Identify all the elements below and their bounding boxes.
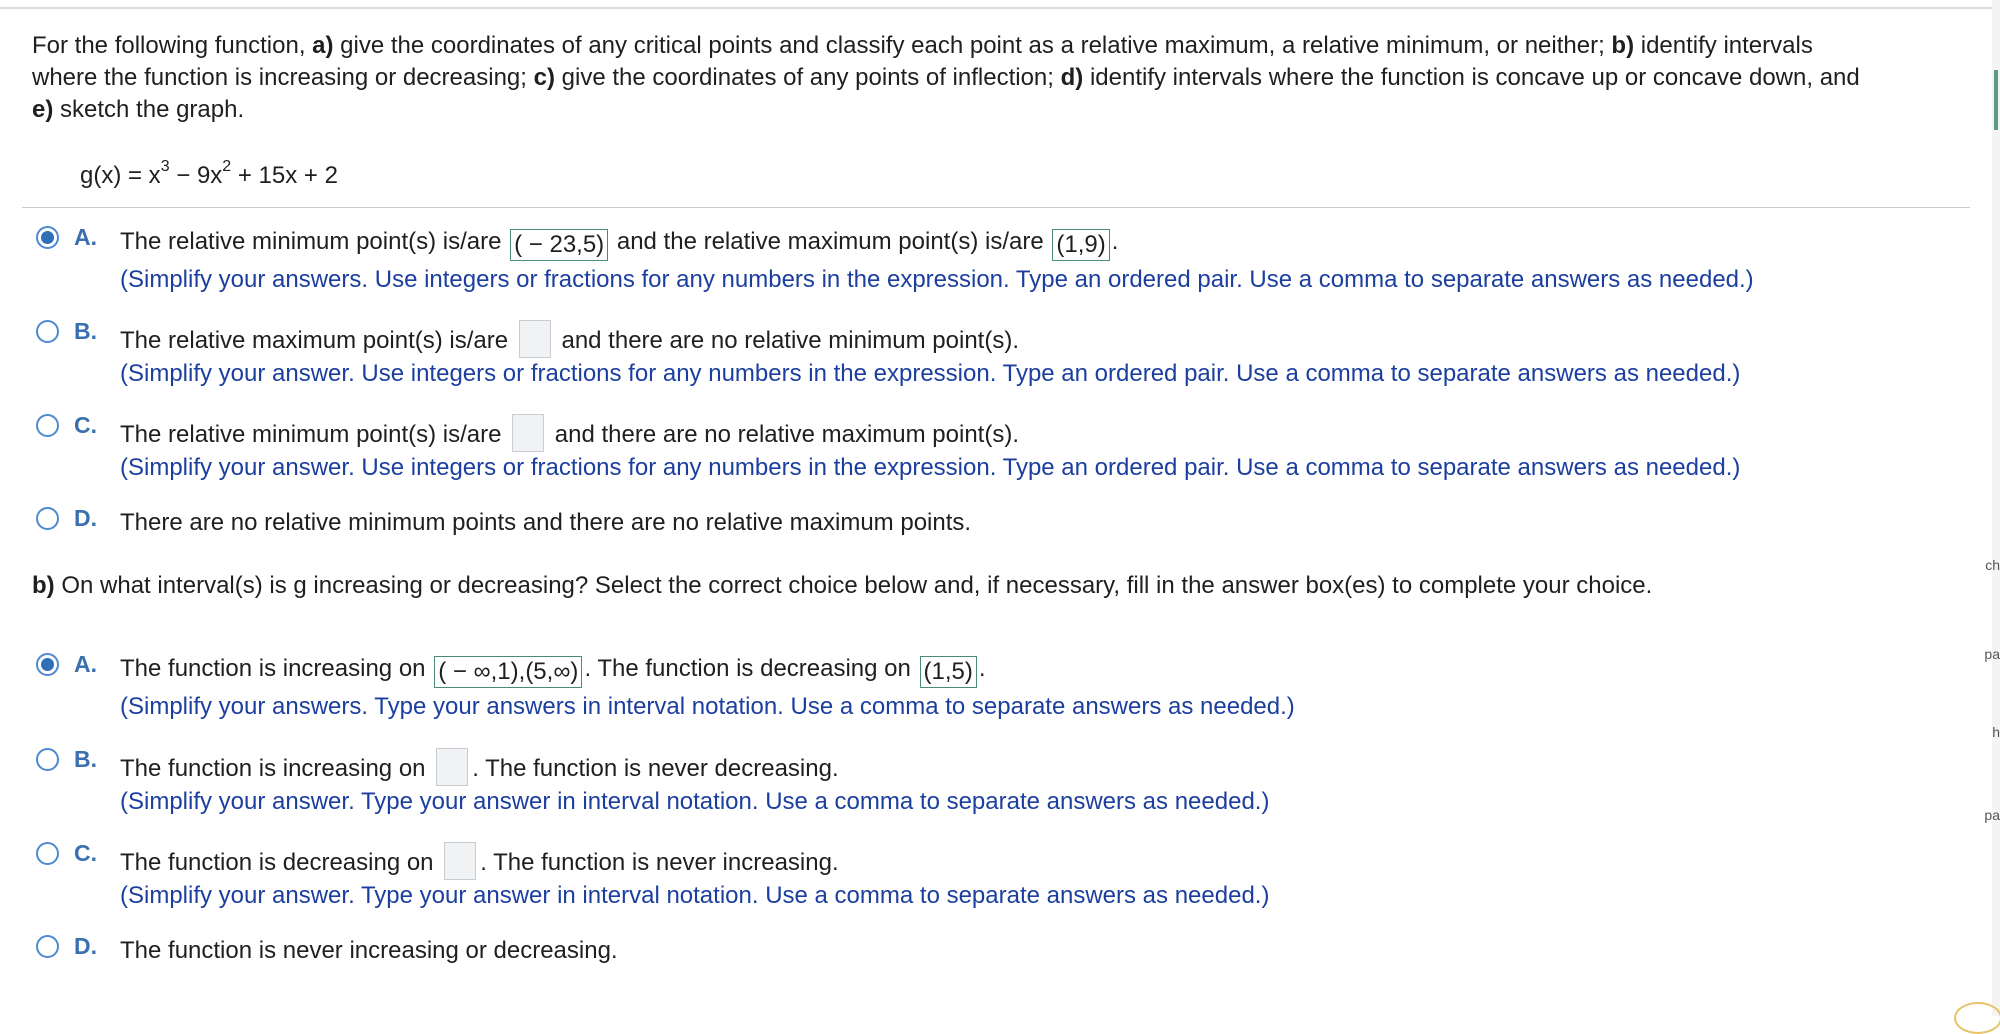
choice-hint: (Simplify your answer. Use integers or fractions for any numbers in the expression. Type an ordered pair. Use a comma to separate answers as needed.) xyxy=(120,454,1741,481)
part-b-question: b) On what interval(s) is g increasing or decreasing? Select the correct choice below and, if necessary, fill in the answer box(es) to complete your choice. xyxy=(32,572,1653,599)
radio-button[interactable] xyxy=(36,507,59,530)
choice-text: There are no relative minimum points and there are no relative maximum points. xyxy=(120,509,972,536)
answer-box[interactable]: (1,9) xyxy=(1052,229,1109,261)
radio-button[interactable] xyxy=(36,748,59,771)
part-a-choice-d[interactable]: D. There are no relative minimum points and there are no relative maximum points. xyxy=(36,507,1956,543)
empty-answer-box[interactable] xyxy=(519,320,551,358)
part-b-choice-a[interactable]: A. The function is increasing on ( − ∞,1),(5,∞) . The function is decreasing on (1,5) . (Simplify your answers. Type your answers in interval notation. Use a comma to separate answers as needed.) xyxy=(36,653,1956,723)
edge-fragment-1: ch xyxy=(1985,557,2000,573)
choice-text: The relative minimum point(s) is/are and there are no relative maximum point(s). xyxy=(120,414,1019,452)
radio-button-selected[interactable] xyxy=(36,226,59,249)
edge-fragment-2: pa xyxy=(1984,646,2000,662)
choice-hint: (Simplify your answer. Type your answer in interval notation. Use a comma to separate answers as needed.) xyxy=(120,788,1270,815)
empty-answer-box[interactable] xyxy=(436,748,468,786)
answer-box[interactable]: ( − 23,5) xyxy=(510,229,608,261)
part-a-choice-c[interactable]: C. The relative minimum point(s) is/are and there are no relative maximum point(s). (Simplify your answer. Use integers or fractions for any numbers in the expression. Type an ordered pair. Use a comma to separate answers as needed.) xyxy=(36,414,1956,484)
choice-text: The function is increasing on ( − ∞,1),(5,∞) . The function is decreasing on (1,5) . xyxy=(120,653,986,688)
part-a-choice-b[interactable]: B. The relative maximum point(s) is/are and there are no relative minimum point(s). (Simplify your answer. Use integers or fractions for any numbers in the expression. Type an ordered pair. Use a comma to separate answers as needed.) xyxy=(36,320,1956,390)
choice-hint: (Simplify your answer. Type your answer in interval notation. Use a comma to separate answers as needed.) xyxy=(120,882,1270,909)
empty-answer-box[interactable] xyxy=(444,842,476,880)
function-expression: $g(x) = x^3 - 9x^2 + 15x + 2$ xyxy=(80,158,338,189)
radio-button[interactable] xyxy=(36,414,59,437)
help-bubble-icon[interactable] xyxy=(1954,1002,2000,1034)
radio-button[interactable] xyxy=(36,842,59,865)
choice-text: The function is never increasing or decreasing. xyxy=(120,937,618,964)
choice-text: The function is increasing on . The function is never decreasing. xyxy=(120,748,839,786)
empty-answer-box[interactable] xyxy=(512,414,544,452)
radio-button[interactable] xyxy=(36,320,59,343)
section-divider xyxy=(22,207,1970,208)
right-edge-accent xyxy=(1994,70,1998,130)
choice-hint: (Simplify your answers. Use integers or fractions for any numbers in the expression. Type an ordered pair. Use a comma to separate answers as needed.) xyxy=(120,266,1754,293)
choice-text: The relative minimum point(s) is/are ( − 23,5) and the relative maximum point(s) is/are (1,9) . xyxy=(120,226,1118,261)
part-b-choice-c[interactable]: C. The function is decreasing on . The function is never increasing. (Simplify your answer. Type your answer in interval notation. Use a comma to separate answers as needed.) xyxy=(36,842,1956,912)
radio-button-selected[interactable] xyxy=(36,653,59,676)
top-rule xyxy=(0,7,1996,9)
edge-fragment-3: h xyxy=(1992,724,2000,740)
answer-box[interactable]: (1,5) xyxy=(920,656,977,688)
radio-button[interactable] xyxy=(36,935,59,958)
part-b-choice-d[interactable]: D. The function is never increasing or decreasing. xyxy=(36,935,1956,971)
choice-text: The relative maximum point(s) is/are and there are no relative minimum point(s). xyxy=(120,320,1019,358)
right-edge-strip xyxy=(1992,0,2000,1016)
choice-hint: (Simplify your answers. Type your answers in interval notation. Use a comma to separate answers as needed.) xyxy=(120,693,1295,720)
choice-hint: (Simplify your answer. Use integers or fractions for any numbers in the expression. Type an ordered pair. Use a comma to separate answers as needed.) xyxy=(120,360,1741,387)
answer-box[interactable]: ( − ∞,1),(5,∞) xyxy=(434,656,582,688)
part-b-choice-b[interactable]: B. The function is increasing on . The function is never decreasing. (Simplify your answer. Type your answer in interval notation. Use a comma to separate answers as needed.) xyxy=(36,748,1956,818)
choice-text: The function is decreasing on . The function is never increasing. xyxy=(120,842,839,880)
part-a-choice-a[interactable]: A. The relative minimum point(s) is/are ( − 23,5) and the relative maximum point(s) is/are (1,9) . (Simplify your answers. Use integers or fractions for any numbers in the expression. Type an ordered pair. Use a comma to separate answers as needed.) xyxy=(36,226,1956,296)
question-intro: For the following function, a) give the coordinates of any critical points and classify each point as a relative maximum, a relative minimum, or neither; b) identify intervals where the function is increasing or decreasing; c) give the coordinates of any points of inflection; d) identify intervals where the function is concave up or concave down, and e) sketch the graph. xyxy=(32,32,1860,123)
edge-fragment-4: pa xyxy=(1984,807,2000,823)
